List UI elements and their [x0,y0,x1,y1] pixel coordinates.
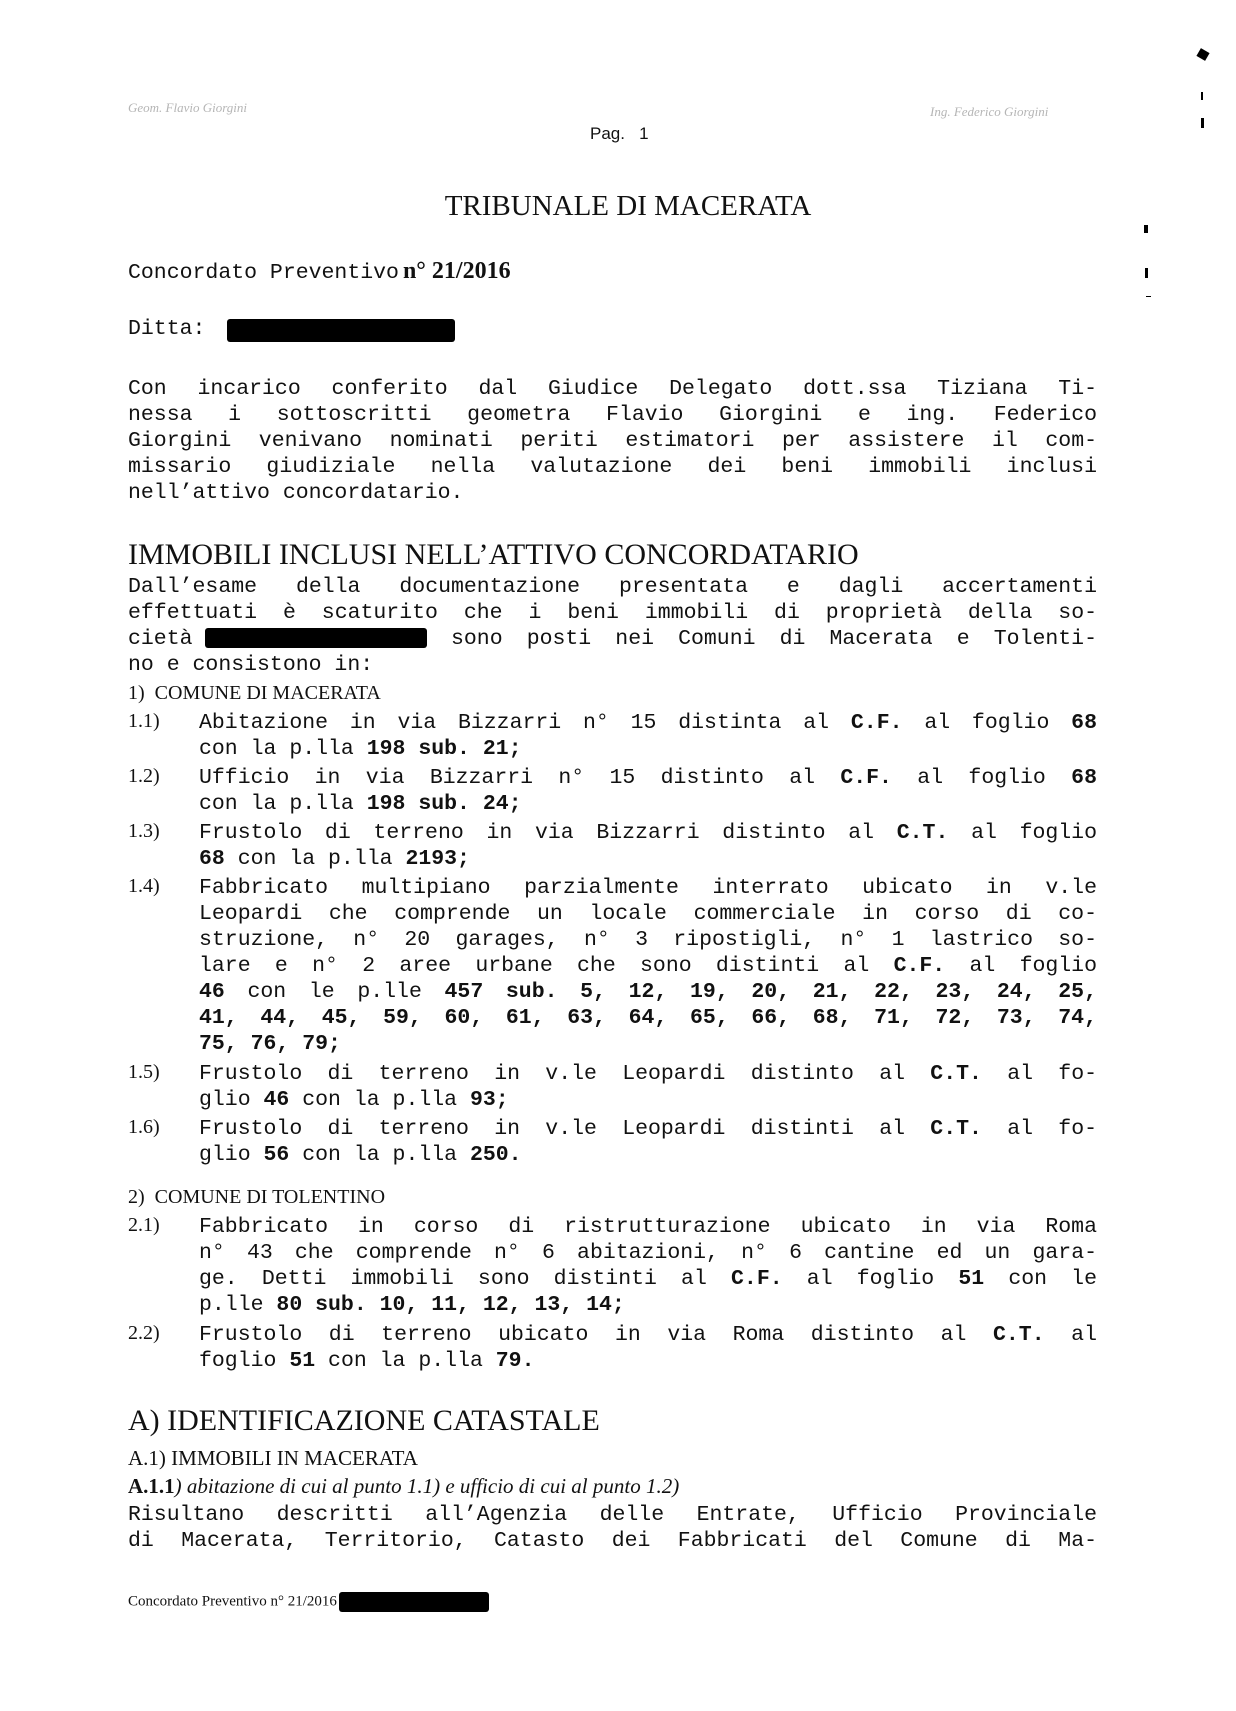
section-a11-heading [128,1474,679,1499]
subsection-title: ) abitazione di cui al punto 1.1) e ufficio di cui al punto 1.2) [174,1474,680,1498]
text-span: p.lle [199,1293,277,1317]
text-span: con la p.lla [224,847,406,871]
text-line: Con incarico conferito dal Giudice Delegato dott.ssa Tiziana Ti- [128,377,1097,401]
text-span: al foglio [902,711,1072,735]
text-bold: 68 [1071,711,1097,735]
text-line [199,1348,1097,1374]
text-line: Risultano descritti all’Agenzia delle Entrate, Ufficio Provinciale [128,1503,1097,1527]
cieta-rest: sono posti nei Comuni di Macerata e Tolenti- [451,627,1097,651]
text-span: con le p.lle [224,980,445,1004]
footer-text: Concordato Preventivo n° 21/2016 [128,1593,337,1610]
text-span: con la p.lla [289,1143,470,1167]
text-span: con la p.lla [289,1088,470,1112]
subsection-number: A.1.1 [128,1474,175,1498]
text-span: con la p.lla [199,737,367,761]
scan-mark [1196,48,1209,61]
concordato-label: Concordato Preventivo [128,261,399,285]
item-number: 2.1) [128,1214,160,1236]
text-line [199,791,1097,817]
scan-mark [1201,92,1203,100]
item-number: 1.6) [128,1116,160,1138]
text-bold: 250. [469,1143,522,1167]
text-line: Leopardi che comprende un locale commerciale in corso di co- [199,902,1097,926]
item-number: 1.1) [128,710,160,732]
text-line [199,710,1097,736]
text-bold: C.T. [930,1117,982,1141]
text-bold: C.T. [992,1323,1045,1347]
text-line: di Macerata, Territorio, Catasto dei Fabbricati del Comune di Ma- [128,1529,1097,1553]
text-line [199,1322,1097,1348]
text-span: Abitazione in via Bizzarri n° 15 distinta al [199,711,851,735]
item-number: 2.2) [128,1322,160,1344]
group-heading-tolentino: 2) COMUNE DI TOLENTINO [128,1186,386,1208]
text-bold: 56 [263,1143,290,1167]
list-item [199,1322,1097,1374]
list-item [199,820,1097,872]
text-span: glio [199,1088,264,1112]
redaction-bar [227,319,455,342]
text-line [199,736,1097,762]
text-span: Ufficio in via Bizzarri n° 15 distinto al [199,766,841,790]
intro-paragraph [128,376,1097,506]
text-span: al foglio [782,1267,959,1291]
text-bold: 46 [199,980,225,1004]
list-item [199,710,1097,762]
text-bold: 457 sub. 5, 12, 19, 20, 21, 22, 23, 24, 25, [444,980,1097,1004]
text-span: con la p.lla [199,792,367,816]
text-bold: C.T. [896,821,949,845]
scan-mark [1201,118,1204,128]
text-bold: 68 [1071,766,1097,790]
section-a-paragraph [128,1502,1097,1554]
scan-mark [1144,225,1148,233]
text-bold: 2193; [405,847,470,871]
header-left-stamp: Geom. Flavio Giorgini [128,100,248,115]
text-line [199,1142,1097,1168]
section-heading: IMMOBILI INCLUSI NELL’ATTIVO CONCORDATARIO [128,538,859,571]
text-bold: 79. [495,1349,535,1373]
concordato-number: n° 21/2016 [402,258,511,284]
item-number: 1.2) [128,765,160,787]
text-line [199,820,1097,846]
text-span: foglio [199,1349,290,1373]
text-span: al fo- [981,1117,1097,1141]
text-line [199,765,1097,791]
text-bold: 68 [199,847,225,871]
scan-mark [1146,296,1151,297]
scan-mark [1145,268,1148,278]
text-bold: 80 sub. 10, 11, 12, 13, 14; [276,1293,625,1317]
text-span: Frustolo di terreno in via Bizzarri distinto al [199,821,897,845]
text-line: effettuati è scaturito che i beni immobili di proprietà della so- [128,601,1097,625]
section-a-heading: A) IDENTIFICAZIONE CATASTALE [128,1404,600,1437]
section-intro [128,574,1097,678]
cieta-word: cietà [128,627,193,651]
ditta-line [128,316,455,342]
text-span: al [1044,1323,1097,1347]
text-line: missario giudiziale nella valutazione dei beni immobili inclusi [128,455,1097,479]
text-line [128,626,1097,652]
text-line: nell’attivo concordatario. [128,481,464,505]
item-number: 1.5) [128,1061,160,1083]
text-line [199,1087,1097,1113]
text-line [199,953,1097,979]
text-bold: 198 sub. 21; [366,737,522,761]
text-bold: 46 [263,1088,290,1112]
text-line: Fabbricato multipiano parzialmente interrato ubicato in v.le [199,876,1097,900]
text-span: Frustolo di terreno in v.le Leopardi distinto al [199,1062,931,1086]
section-a1-heading: A.1) IMMOBILI IN MACERATA [128,1446,418,1470]
concordato-line [128,258,511,286]
list-item [199,1061,1097,1113]
text-line: Giorgini venivano nominati periti estimatori per assistere il com- [128,429,1097,453]
text-bold: C.T. [930,1062,982,1086]
text-line: nessa i sottoscritti geometra Flavio Giorgini e ing. Federico [128,403,1097,427]
text-line [199,1266,1097,1292]
text-span: Frustolo di terreno in v.le Leopardi distinti al [199,1117,931,1141]
text-span: con la p.lla [315,1349,496,1373]
text-line: Dall’esame della documentazione presentata e dagli accertamenti [128,575,1097,599]
text-span: con le [984,1267,1097,1291]
text-span: al foglio [891,766,1072,790]
document-title: TRIBUNALE DI MACERATA [444,190,812,222]
text-bold: C.F. [850,711,903,735]
text-bold: C.F. [893,954,946,978]
list-item [199,875,1097,1057]
ditta-label: Ditta: [128,317,206,341]
text-span: al foglio [945,954,1097,978]
header-right-stamp: Ing. Federico Giorgini [930,104,1049,119]
list-item [199,765,1097,817]
text-bold: 198 sub. 24; [366,792,522,816]
text-span: al foglio [948,821,1097,845]
footer [128,1592,489,1612]
text-bold: C.F. [840,766,892,790]
page-number: Pag. 1 [590,124,649,143]
item-number: 1.3) [128,820,160,842]
text-line: Fabbricato in corso di ristrutturazione ubicato in via Roma [199,1215,1097,1239]
text-line: no e consistono in: [128,653,374,677]
text-line [199,1292,1097,1318]
text-bold: 93; [469,1088,509,1112]
text-line [199,846,1097,872]
text-span: ge. Detti immobili sono distinti al [199,1267,732,1291]
group-heading-macerata: 1) COMUNE DI MACERATA [128,682,381,704]
text-line: struzione, n° 20 garages, n° 3 ripostigli, n° 1 lastrico so- [199,928,1097,952]
text-line: n° 43 che comprende n° 6 abitazioni, n° 6 cantine ed un gara- [199,1241,1097,1265]
text-span: lare e n° 2 aree urbane che sono distinti al [199,954,894,978]
text-line: 41, 44, 45, 59, 60, 61, 63, 64, 65, 66, 68, 71, 72, 73, 74, [199,1006,1097,1030]
text-span: Frustolo di terreno ubicato in via Roma distinto al [199,1323,993,1347]
text-bold: 51 [289,1349,316,1373]
text-line [199,979,1097,1005]
list-item [199,1214,1097,1318]
item-number: 1.4) [128,875,160,897]
text-span: glio [199,1143,264,1167]
redaction-bar [339,1592,489,1612]
redaction-bar [205,628,427,648]
text-bold: C.F. [731,1267,783,1291]
text-line [199,1116,1097,1142]
text-span: al fo- [981,1062,1097,1086]
text-line: 75, 76, 79; [199,1032,341,1056]
text-line [199,1061,1097,1087]
list-item [199,1116,1097,1168]
text-bold: 51 [958,1267,985,1291]
